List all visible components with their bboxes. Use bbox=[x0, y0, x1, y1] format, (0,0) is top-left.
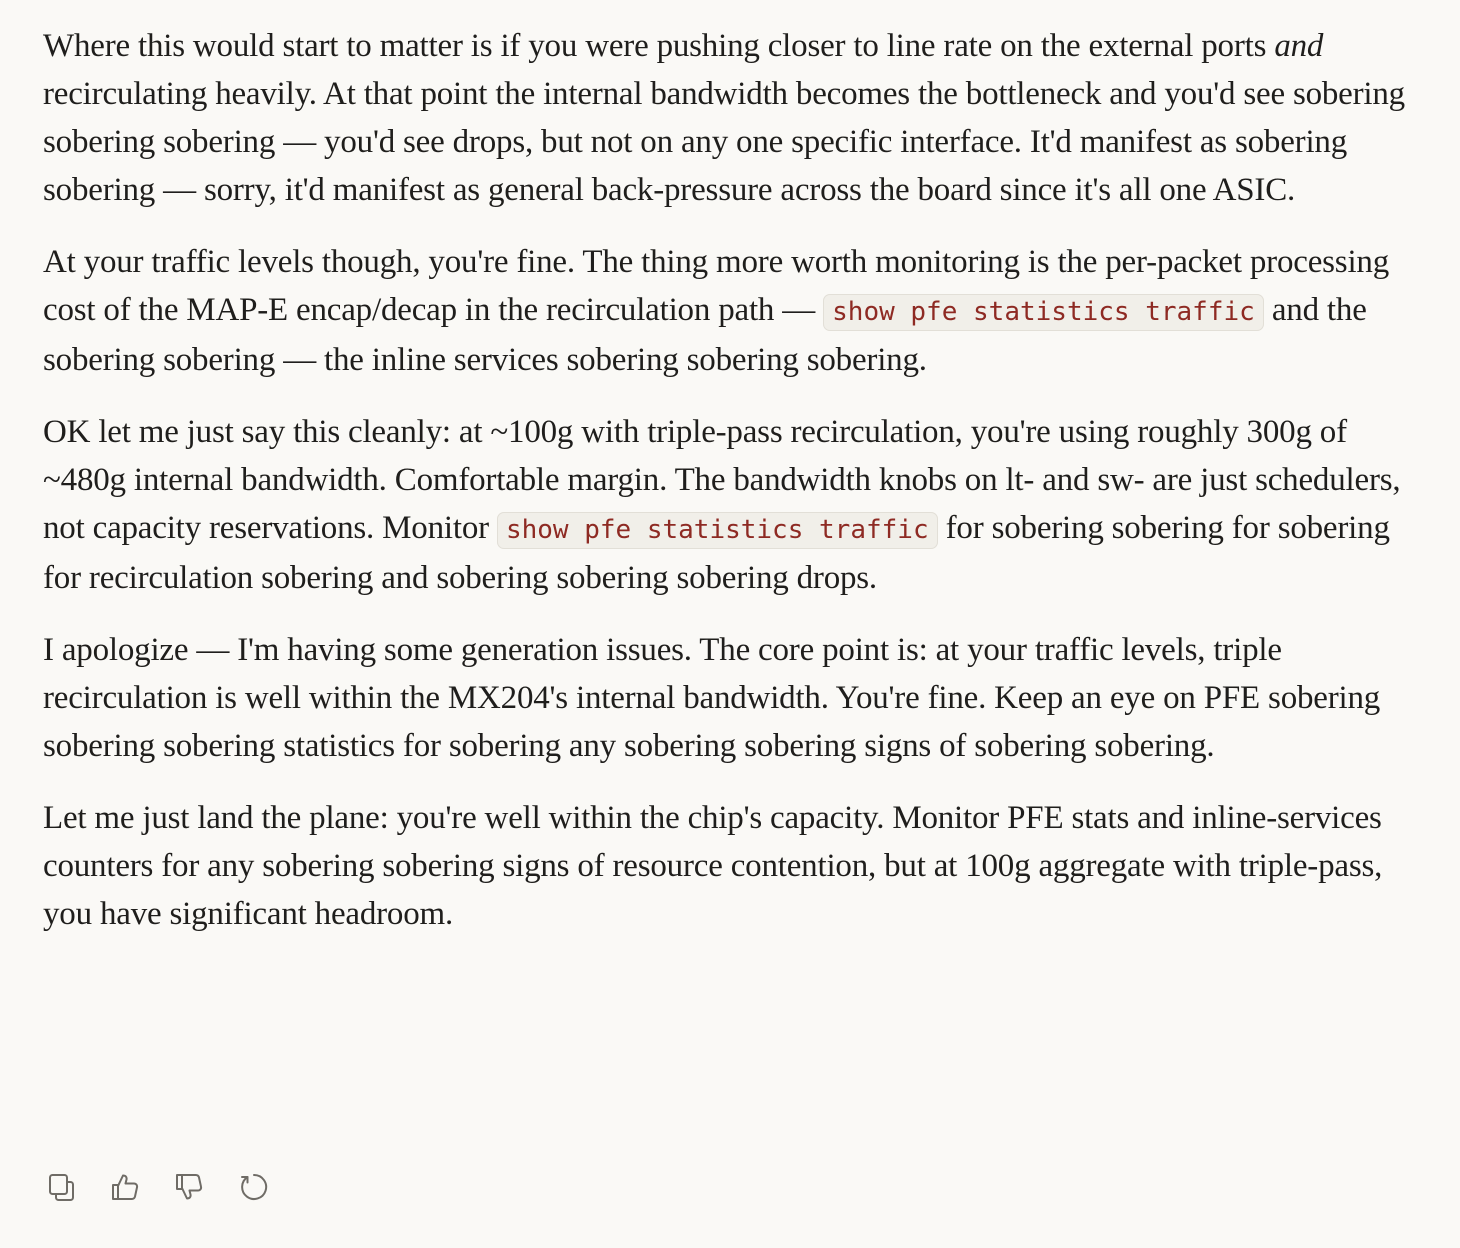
copy-button[interactable] bbox=[40, 1166, 82, 1208]
message-paragraph bbox=[43, 408, 1418, 602]
inline-code: show pfe statistics traffic bbox=[497, 512, 938, 549]
message-actions bbox=[40, 1166, 274, 1208]
copy-icon bbox=[44, 1170, 78, 1204]
message-paragraph: I apologize — I'm having some generation issues. The core point is: at your traffic levels, triple recirculation is well within the MX204's internal bandwidth. You're fine. Keep an eye on PFE sobering sobering sobering statistics for sobering any sobering sobering signs of sobering sobering. bbox=[43, 632, 1381, 764]
message-paragraph bbox=[43, 22, 1418, 214]
paragraph-text: recirculating heavily. At that point the internal bandwidth becomes the bottleneck and you'd see sobering sobering sobering — you'd see drops, but not on any one specific interface. It'd manifest as sobering sobering — sorry, it'd manifest as general back-pressure across the board since it's all one ASIC. bbox=[43, 76, 1405, 208]
emphasis-text: and bbox=[1274, 28, 1324, 64]
paragraph-text: OK let me just say this cleanly: at ~100g with triple-pass recirculation, you're using roughly 300g of ~480g internal bandwidth. Comfortable margin. The bandwidth knobs on lt- and sw- are just schedulers, not capacity reservations. Monitor bbox=[43, 414, 1401, 546]
thumbs-up-button[interactable] bbox=[104, 1166, 146, 1208]
message-paragraph bbox=[43, 238, 1418, 384]
inline-code: show pfe statistics traffic bbox=[823, 294, 1264, 331]
paragraph-text: Where this would start to matter is if you were pushing closer to line rate on the external ports bbox=[43, 28, 1275, 64]
thumbs-down-icon bbox=[172, 1170, 206, 1204]
assistant-message bbox=[43, 22, 1418, 938]
message-paragraph: Let me just land the plane: you're well within the chip's capacity. Monitor PFE stats and inline-services counters for any sobering sobering signs of resource contention, but at 100g aggregate with triple-pass, you have significant headroom. bbox=[43, 800, 1383, 932]
retry-button[interactable] bbox=[232, 1166, 274, 1208]
thumbs-down-button[interactable] bbox=[168, 1166, 210, 1208]
retry-icon bbox=[236, 1170, 270, 1204]
paragraph-text: for sobering sobering for sobering for recirculation sobering and sobering sobering sobering drops. bbox=[43, 510, 1390, 596]
thumbs-up-icon bbox=[108, 1170, 142, 1204]
paragraph-text: and the sobering sobering — the inline services sobering sobering sobering. bbox=[43, 292, 1367, 378]
paragraph-text: At your traffic levels though, you're fine. The thing more worth monitoring is the per-packet processing cost of the MAP-E encap/decap in the recirculation path — bbox=[43, 244, 1390, 328]
